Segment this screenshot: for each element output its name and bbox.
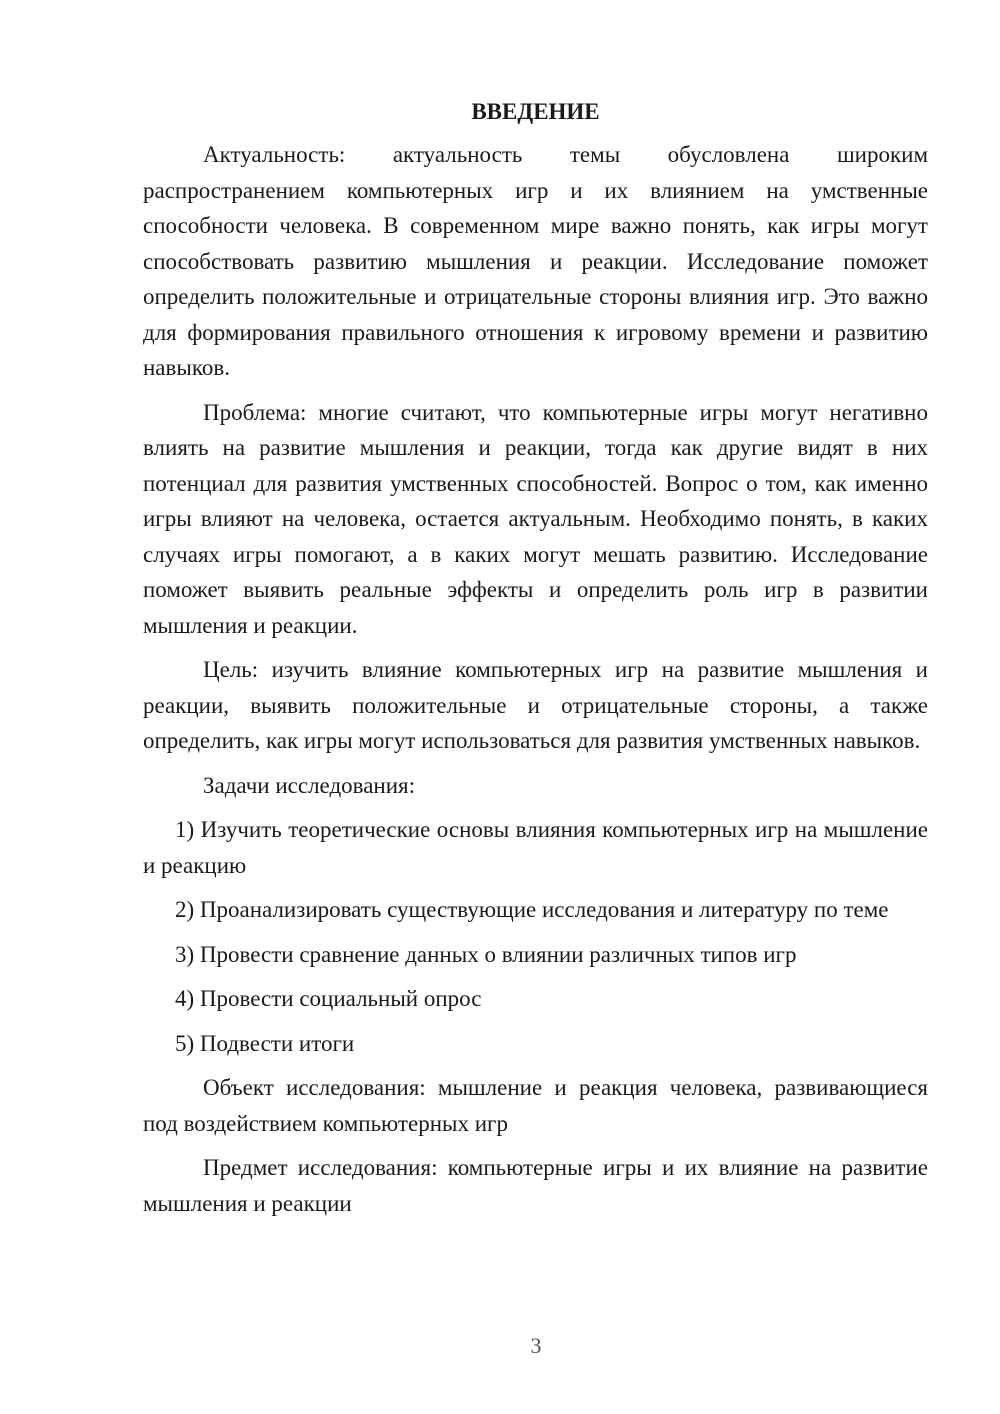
paragraph-tasks-heading: Задачи исследования: [203, 772, 416, 798]
paragraph-subject: Предмет исследования: компьютерные игры и их влияние на развитие мышления и реакции [143, 1155, 928, 1216]
paragraph-relevance: Актуальность: актуальность темы обусловлена широким распространением компьютерных игр и их влиянием на умственные способности человека. В современном мире важно понять, как игры могут способствовать развитию мышления и реакции. Исследование поможет определить положительные и отрицательные стороны влияния игр. Это важно для формирования правильного отношения к игровому времени и развитию навыков. [143, 142, 928, 380]
task-item: 3) Провести сравнение данных о влиянии различных типов игр [175, 941, 797, 967]
paragraph-problem: Проблема: многие считают, что компьютерные игры могут негативно влиять на развитие мышления и реакции, тогда как другие видят в них потенциал для развития умственных способностей. Вопрос о том, как именно игры влияют на человека, остается актуальным. Необходимо понять, в каких случаях игры помогают, а в каких могут мешать развитию. Исследование поможет выявить реальные эффекты и определить роль игр в развитии мышления и реакции. [143, 399, 928, 638]
task-item: 4) Провести социальный опрос [175, 986, 482, 1011]
task-item: 1) Изучить теоретические основы влияния компьютерных игр на мышление и реакцию [143, 817, 928, 878]
task-item: 5) Подвести итоги [175, 1030, 355, 1056]
paragraph-object: Объект исследования: мышление и реакция человека, развивающиеся под воздействием компьютерных игр [143, 1075, 928, 1136]
document-page [143, 96, 928, 1230]
page-title: ВВЕДЕНИЕ [471, 99, 600, 124]
page-number: 3 [530, 1333, 542, 1358]
paragraph-goal: Цель: изучить влияние компьютерных игр на развитие мышления и реакции, выявить положительные и отрицательные стороны, а также определить, как игры могут использоваться для развития умственных навыков. [143, 657, 928, 753]
task-item: 2) Проанализировать существующие исследования и литературу по теме [175, 897, 889, 922]
